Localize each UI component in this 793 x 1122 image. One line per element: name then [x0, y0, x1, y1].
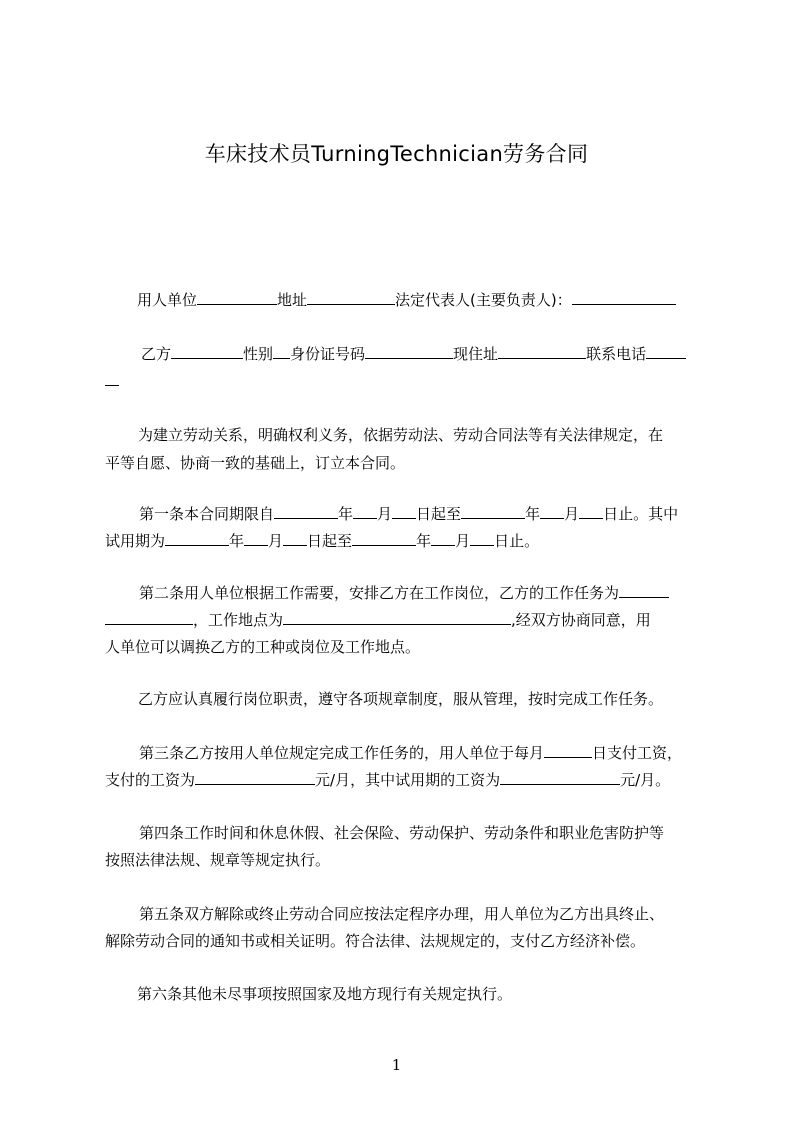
article-5-line-2: 解除劳动合同的通知书或相关证明。符合法律、法规规定的，支付乙方经济补偿。	[105, 932, 646, 950]
phone-blank[interactable]	[646, 346, 686, 359]
wage-blank[interactable]	[195, 772, 315, 785]
employer-blank[interactable]	[197, 292, 277, 305]
article-2-consent-text: ,经双方协商同意，用	[511, 611, 651, 629]
article-3-line-1	[139, 745, 682, 762]
article-6: 第六条其他未尽事项按照国家及地方现行有关规定执行。	[137, 985, 513, 1003]
wage-label: 支付的工资为	[105, 771, 196, 789]
current-address-label: 现住址	[453, 345, 499, 363]
start-month-blank[interactable]	[353, 506, 377, 519]
article-2-line-2	[105, 612, 651, 629]
address-blank[interactable]	[307, 292, 395, 305]
probation-end-month-blank[interactable]	[431, 533, 455, 546]
employer-info-line	[137, 292, 676, 309]
per-month-label: 元/月。	[620, 771, 671, 789]
end-year-blank[interactable]	[461, 506, 525, 519]
from-label: 日起至	[416, 505, 462, 523]
gender-label: 性别	[243, 345, 274, 363]
legal-rep-blank[interactable]	[572, 292, 676, 305]
probation-label: 试用期为	[105, 532, 166, 550]
year-label: 年	[229, 532, 245, 550]
duty-paragraph: 乙方应认真履行岗位职责，遵守各项规章制度，服从管理，按时完成工作任务。	[138, 690, 664, 708]
article-1-line-1	[139, 506, 678, 523]
phone-label: 联系电话	[586, 345, 647, 363]
workplace-label: ，工作地点为	[193, 611, 284, 629]
employer-label: 用人单位	[137, 291, 198, 309]
month-label: 月	[455, 532, 471, 550]
payday-blank[interactable]	[544, 745, 592, 758]
start-day-blank[interactable]	[392, 506, 416, 519]
probation-end-day-blank[interactable]	[470, 533, 494, 546]
gender-blank[interactable]	[273, 346, 290, 359]
month-label: 月	[377, 505, 393, 523]
end-month-blank[interactable]	[540, 506, 564, 519]
probation-start-month-blank[interactable]	[244, 533, 268, 546]
end-label: 日止。其中	[603, 505, 679, 523]
year-label: 年	[416, 532, 432, 550]
document-title: 车床技术员TurningTechnician劳务合同	[204, 142, 589, 166]
article-5-line-1: 第五条双方解除或终止劳动合同应按法定程序办理，用人单位为乙方出具终止、	[139, 905, 665, 923]
task-blank-continued[interactable]	[105, 612, 193, 625]
probation-start-year-blank[interactable]	[165, 533, 229, 546]
workplace-blank[interactable]	[283, 612, 511, 625]
phone-blank-continued[interactable]	[105, 373, 119, 386]
article-4-line-1: 第四条工作时间和休息休假、社会保险、劳动保护、劳动条件和职业危害防护等	[139, 824, 665, 842]
probation-end-label: 日止。	[494, 532, 540, 550]
month-label: 月	[564, 505, 580, 523]
article-1-line-2	[105, 533, 539, 550]
task-blank[interactable]	[619, 585, 669, 598]
article-1-text: 第一条本合同期限自	[139, 505, 275, 523]
year-label: 年	[338, 505, 354, 523]
intro-line-2: 平等自愿、协商一致的基础上，订立本合同。	[105, 454, 406, 472]
from-label: 日起至	[307, 532, 353, 550]
article-3-text: 第三条乙方按用人单位规定完成工作任务的，用人单位于每月	[139, 744, 545, 762]
page-number: 1	[391, 1056, 402, 1074]
article-2-line-3: 人单位可以调换乙方的工种或岗位及工作地点。	[105, 638, 421, 656]
party-b-blank[interactable]	[171, 346, 243, 359]
article-2-line-1	[139, 585, 669, 602]
article-4-line-2: 按照法律法规、规章等规定执行。	[105, 851, 331, 869]
start-year-blank[interactable]	[274, 506, 338, 519]
payday-label: 日支付工资，	[592, 744, 683, 762]
year-label: 年	[525, 505, 541, 523]
probation-wage-label: 元/月，其中试用期的工资为	[315, 771, 501, 789]
party-b-info-line	[141, 346, 686, 363]
id-number-blank[interactable]	[365, 346, 453, 359]
legal-rep-label: 法定代表人(主要负责人)：	[395, 291, 572, 309]
end-day-blank[interactable]	[579, 506, 603, 519]
article-3-line-2	[105, 772, 670, 789]
month-label: 月	[268, 532, 284, 550]
probation-wage-blank[interactable]	[500, 772, 620, 785]
address-label: 地址	[277, 291, 308, 309]
phone-blank-continued-line	[105, 373, 119, 390]
intro-line-1: 为建立劳动关系，明确权利义务，依据劳动法、劳动合同法等有关法律规定，在	[138, 426, 664, 444]
probation-start-day-blank[interactable]	[283, 533, 307, 546]
article-2-text: 第二条用人单位根据工作需要，安排乙方在工作岗位，乙方的工作任务为	[139, 584, 620, 602]
probation-end-year-blank[interactable]	[352, 533, 416, 546]
id-number-label: 身份证号码	[290, 345, 366, 363]
party-b-label: 乙方	[141, 345, 172, 363]
current-address-blank[interactable]	[498, 346, 586, 359]
